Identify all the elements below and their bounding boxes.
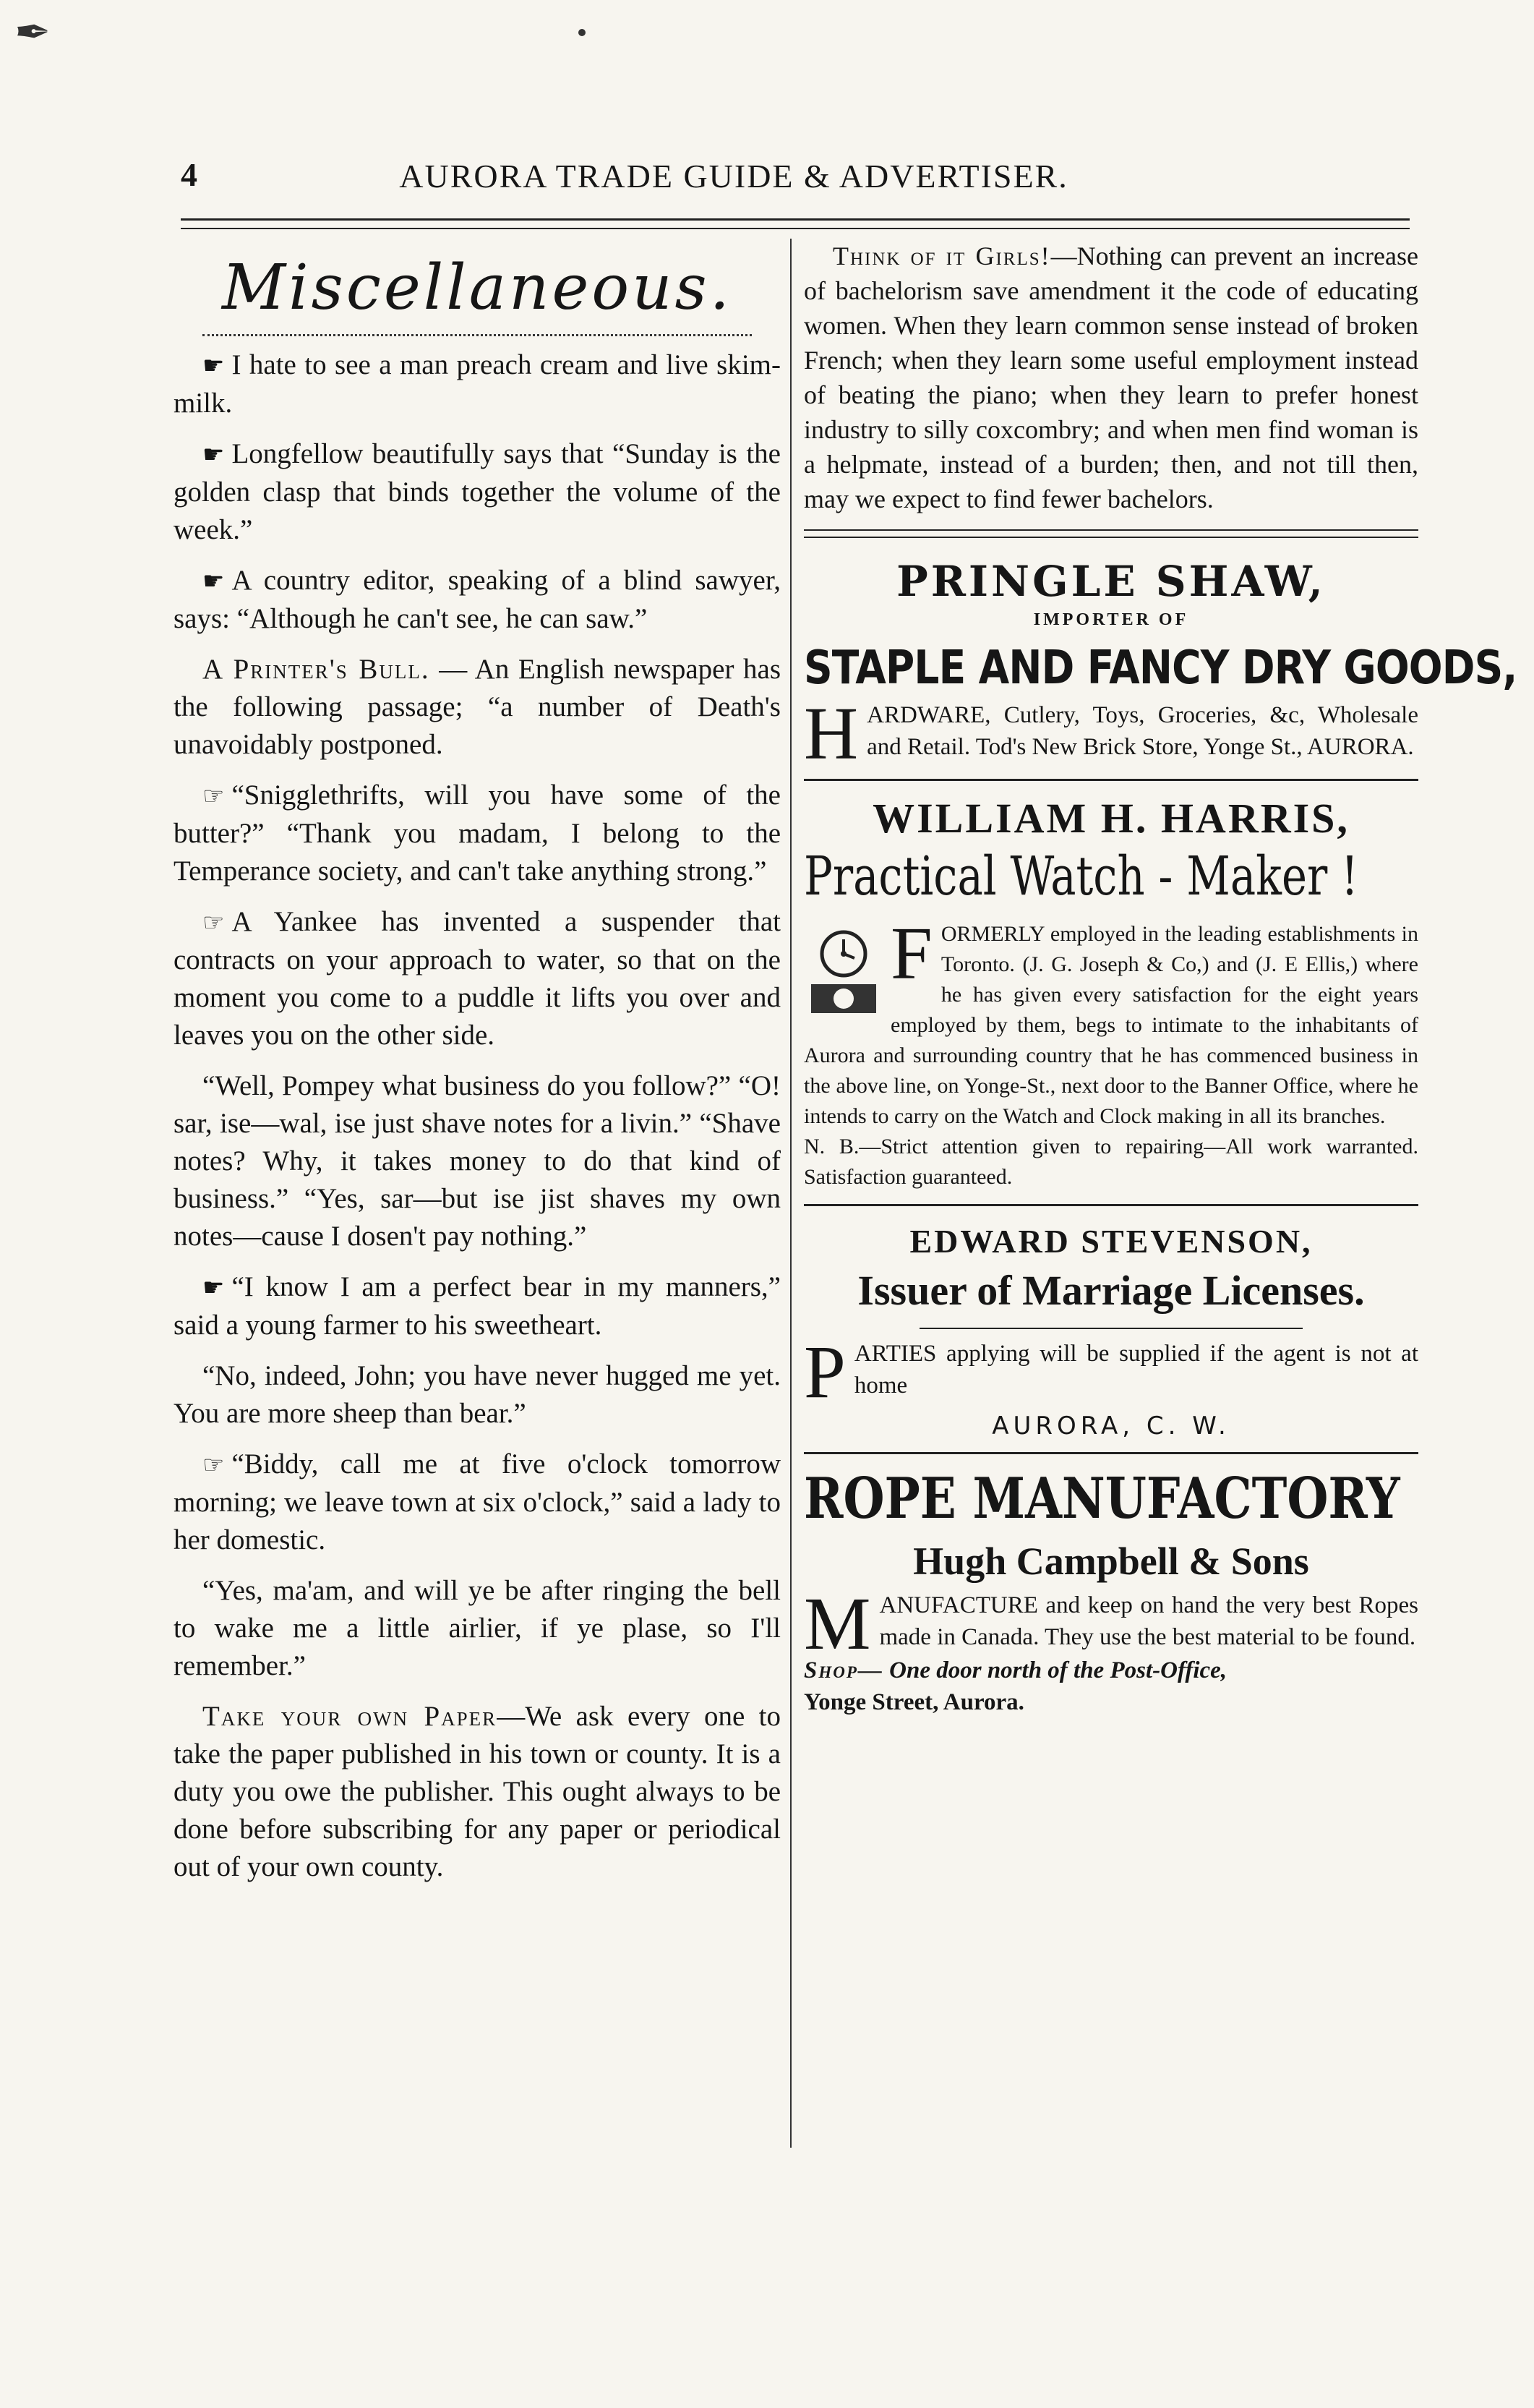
title-ornament <box>202 328 752 336</box>
ad-william-harris <box>804 794 1418 842</box>
ad-name: WILLIAM H. HARRIS, <box>873 795 1350 842</box>
pointing-hand-icon: ☛ <box>202 567 225 596</box>
column-divider <box>790 239 792 2148</box>
divider <box>804 1452 1418 1454</box>
section-title: Miscellaneous. <box>222 252 732 324</box>
item-12: Take your own Paper—We ask every one to take the paper published in his town or county. It is a duty you owe the publisher. This ought always to be done before subscribing for any paper or periodical out of your own county. <box>173 1701 781 1882</box>
header-rule <box>181 218 1410 229</box>
divider <box>804 1204 1418 1206</box>
ad-subtitle: IMPORTER OF <box>1033 610 1189 629</box>
item-4: A Printer's Bull. — An English newspaper has the following passage; “a number of Death's unavoidably postponed. <box>173 654 781 760</box>
ad-shop-street: Yonge Street, Aurora. <box>804 1689 1024 1715</box>
corner-mark-icon: ✒ <box>14 9 51 56</box>
ad-headline: STAPLE AND FANCY DRY GOODS, <box>804 641 1517 695</box>
pointing-hand-icon: ☛ <box>202 1273 225 1302</box>
ad-headline: ROPE MANUFACTORY <box>804 1466 1400 1532</box>
page-number: 4 <box>181 156 197 193</box>
pointing-hand-icon: ☞ <box>202 782 225 811</box>
item-1: ☛ I hate to see a man preach cream and live skim-milk. <box>173 349 781 419</box>
divider <box>804 779 1418 781</box>
pointing-hand-icon: ☞ <box>202 908 225 937</box>
short-rule <box>920 1328 1303 1329</box>
ad-name: Hugh Campbell & Sons <box>913 1540 1309 1583</box>
drop-cap: P <box>804 1331 846 1414</box>
think-of-it-girls: Think of it Girls!—Nothing can prevent an increase of bachelorism save amendment it the code of educating women. When they learn common sense instead of broken French; when they learn some useful employment instead of beating the piano; when they learn to prefer honest industry to silly coxcombry; and when men find woman is a helpmate, instead of a burden; then, and not till then, may we expect to find fewer bachelors. <box>804 242 1418 513</box>
page-header <box>181 155 1222 206</box>
ad-pringle-shaw <box>804 557 1418 630</box>
ink-dot <box>578 29 586 36</box>
ad-body: HARDWARE, Cutlery, Toys, Groceries, &c, Wholesale and Retail. Tod's New Brick Store, Yonge St., AURORA. <box>804 692 1418 775</box>
left-column <box>173 239 781 1899</box>
item-7: “Well, Pompey what business do you follow?” “O! sar, ise—wal, ise just shave notes for a livin.” “Shave notes? Why, it takes money to do that kind of business.” “Yes, sar—but ise jist shaves my own notes—cause I dosen't pay nothing.” <box>173 1070 781 1252</box>
ad-edward-stevenson <box>804 1222 1418 1315</box>
item-11: “Yes, ma'am, and will ye be after ringing the bell to wake me a little airlier, if ye plase, so I'll remember.” <box>173 1575 781 1681</box>
divider <box>804 529 1418 538</box>
drop-cap: M <box>804 1582 871 1665</box>
item-6: ☞ A Yankee has invented a suspender that contracts on your approach to water, so that on the moment you come to a puddle it lifts you over and leaves you on the other side. <box>173 906 781 1051</box>
ad-name: PRINGLE SHAW, <box>896 557 1326 606</box>
running-title: AURORA TRADE GUIDE & ADVERTISER. <box>399 158 1068 195</box>
ad-headline: Practical Watch - Maker ! <box>804 845 1358 908</box>
ad-name: EDWARD STEVENSON, <box>909 1223 1313 1260</box>
drop-cap: H <box>804 692 859 775</box>
watch-icon <box>804 925 883 1019</box>
pointing-hand-icon: ☞ <box>202 1451 225 1480</box>
ad-shop: Shop— One door north of the Post-Office, <box>804 1657 1227 1683</box>
pointing-hand-icon: ☛ <box>202 440 225 469</box>
pointing-hand-icon: ☛ <box>202 351 225 380</box>
item-9: “No, indeed, John; you have never hugged me yet. You are more sheep than bear.” <box>173 1360 781 1429</box>
ad-note: N. B.—Strict attention given to repairing—All work warranted. Satisfaction guaranteed. <box>804 1135 1418 1189</box>
ad-body: MANUFACTURE and keep on hand the very best Ropes made in Canada. They use the best material to be found. <box>804 1582 1418 1665</box>
drop-cap: F <box>891 912 933 995</box>
item-5: ☞ “Snigglethrifts, will you have some of the butter?” “Thank you madam, I belong to the Temperance society, and can't take anything strong.” <box>173 780 781 887</box>
ad-headline: Issuer of Marriage Licenses. <box>857 1267 1365 1314</box>
right-column <box>804 239 1517 1718</box>
item-8: ☛ “I know I am a perfect bear in my manners,” said a young farmer to his sweetheart. <box>173 1271 781 1341</box>
item-10: ☞ “Biddy, call me at five o'clock tomorrow morning; we leave town at six o'clock,” said a lady to her domestic. <box>173 1448 781 1555</box>
ad-place: AURORA, C. W. <box>992 1412 1230 1440</box>
item-3: ☛ A country editor, speaking of a blind sawyer, says: “Although he can't see, he can saw.” <box>173 565 781 634</box>
ad-body: FORMERLY employed in the leading establishments in Toronto. (J. G. Joseph & Co,) and (J. E Ellis,) where he has given every satisfaction for the eight years employed by them, begs to intimate to the inhabitants of Aurora and surrounding country that he has commenced business in the above line, on Yonge-St., next door to the Banner Office, where he intends to carry on the Watch and Clock making in all its branches. <box>804 912 1418 1128</box>
item-2: ☛ Longfellow beautifully says that “Sunday is the golden clasp that binds together the volume of the week.” <box>173 438 781 545</box>
ad-body: PARTIES applying will be supplied if the agent is not at home <box>804 1331 1418 1414</box>
